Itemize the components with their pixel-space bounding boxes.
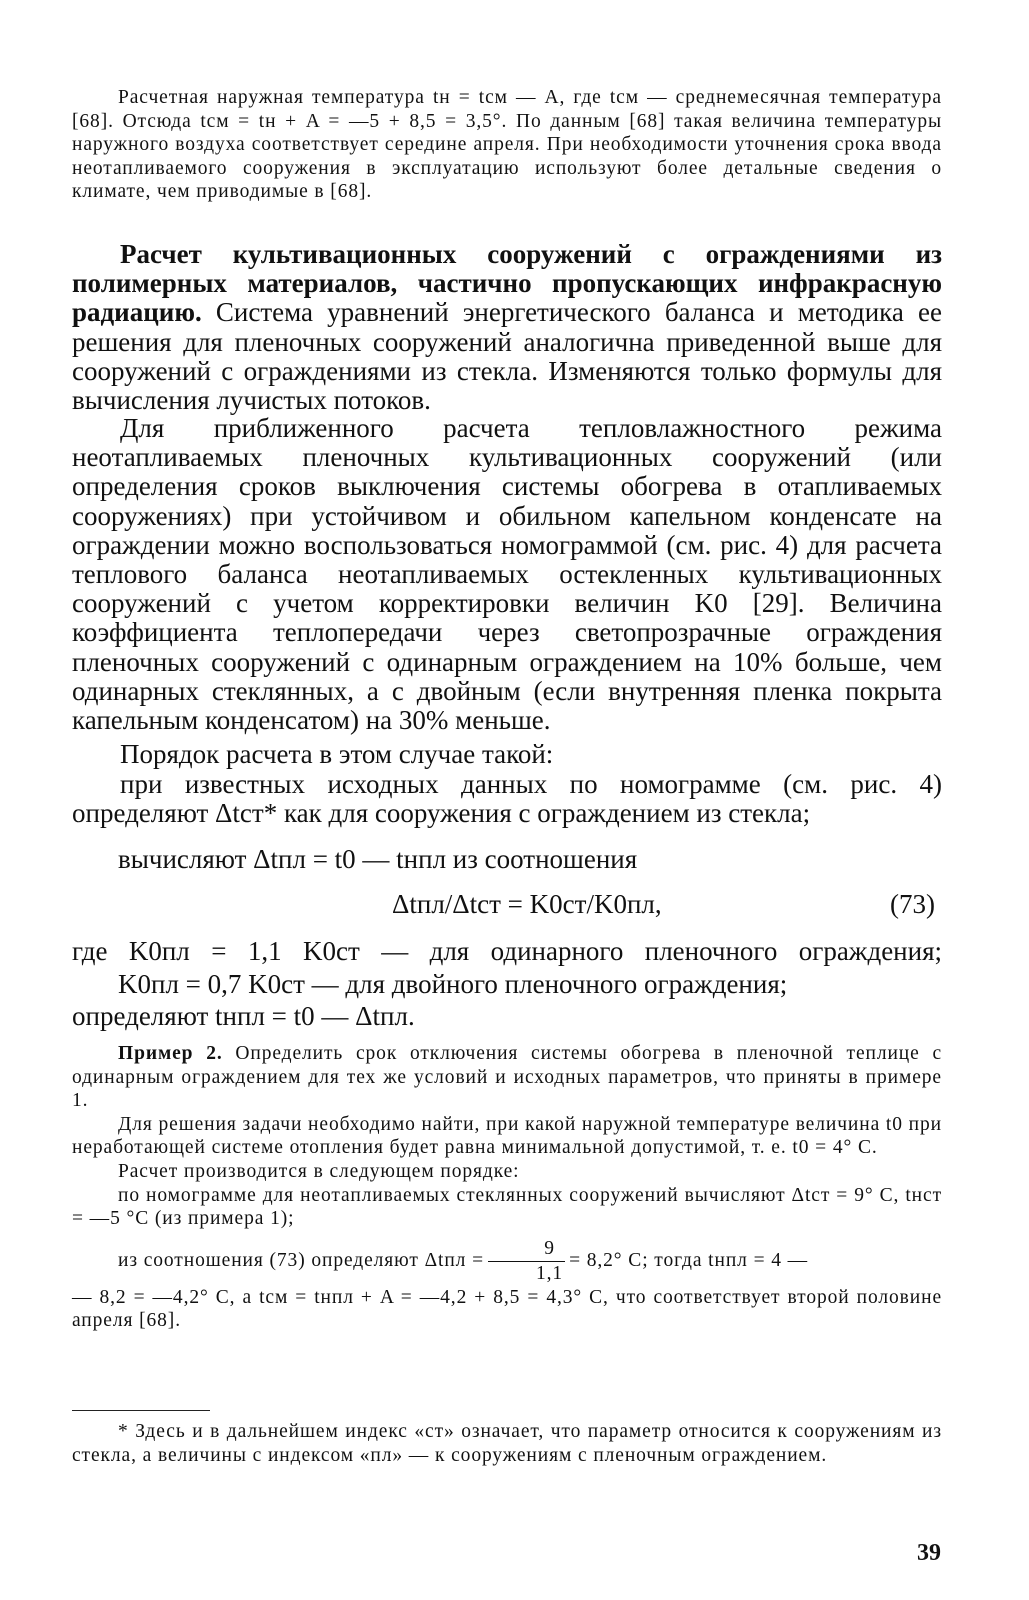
example-paragraph: Расчет производится в следующем порядке: bbox=[118, 1160, 520, 1182]
formula-line-5: определяют tнпл = t0 — Δtпл. bbox=[72, 1001, 415, 1031]
section-text bbox=[72, 240, 942, 415]
paragraph-order bbox=[72, 740, 942, 769]
paragraph-text: Порядок расчета в этом случае такой: bbox=[120, 739, 554, 769]
example-intro bbox=[72, 1042, 942, 1113]
fraction bbox=[488, 1237, 565, 1286]
example-calc-line bbox=[72, 1237, 942, 1286]
formula-line-3: где K0пл = 1,1 K0ст — для одинарного пленочного ограждения; bbox=[72, 936, 942, 966]
equation-number: (73) bbox=[890, 889, 935, 919]
paragraph-intro bbox=[72, 86, 942, 204]
example-text: Определить срок отключения системы обогрева в пленочной теплице с одинарным ограждением для тех же условий и исходных параметров, что приняты в примере 1. bbox=[72, 1043, 943, 1112]
footnote-rule bbox=[72, 1410, 210, 1411]
example-paragraph: — 8,2 = —4,2° C, а tсм = tнпл + A = —4,2 + 8,5 = 4,3° C, что соответствует второй половине апреля [68]. bbox=[72, 1286, 942, 1332]
example-block bbox=[72, 1042, 942, 1333]
footnote bbox=[72, 1420, 942, 1467]
paragraph-step1 bbox=[72, 770, 942, 828]
calc-text: из соотношения (73) определяют Δtпл = bbox=[118, 1249, 484, 1271]
paragraph-text: при известных исходных данных по номограмме (см. рис. 4) определяют Δtст* как для сооружения с ограждением из стекла; bbox=[72, 769, 942, 829]
example-paragraph: Для решения задачи необходимо найти, при какой наружной температуре величина t0 при неработающей системе отопления будет равна минимальной допустимой, т. е. t0 = 4° C. bbox=[72, 1113, 942, 1159]
paragraph-method bbox=[72, 414, 942, 735]
section-heading: Расчет культивационных сооружений с ограждениями из полимерных материалов, частично пропускающих инфракрасную радиацию. bbox=[72, 239, 942, 328]
footnote-text: * Здесь и в дальнейшем индекс «ст» означает, что параметр относится к сооружениям из стекла, а величины с индексом «пл» — к сооружениям с пленочным ограждением. bbox=[72, 1421, 942, 1466]
paragraph-text: Расчетная наружная температура tн = tсм — A, где tсм — среднемесячная температура [68]. Отсюда tсм = tн + A = —5 + 8,5 = 3,5°. По данным [68] такая величина температуры наружного воздуха соответствует середине апреля. При необходимости уточнения срока ввода неотапливаемого сооружения в эксплуатацию используют более детальные сведения о климате, чем приводимые в [68]. bbox=[72, 87, 942, 203]
section-paragraph bbox=[72, 240, 942, 415]
page-number: 39 bbox=[917, 1540, 941, 1566]
calc-text: = 8,2° C; тогда tнпл = 4 — bbox=[569, 1249, 809, 1271]
formula-line-1: вычисляют Δtпл = t0 — tнпл из соотношения bbox=[118, 844, 638, 874]
fraction-denominator: 1,1 bbox=[535, 1262, 564, 1284]
example-paragraph: по номограмме для неотапливаемых стеклянных сооружений вычисляют Δtст = 9° C, tнст = —5 °C (из примера 1); bbox=[72, 1184, 942, 1230]
paragraph-text: Для приближенного расчета тепловлажностного режима неотапливаемых пленочных культивационных сооружений (или определения сроков выключения системы обогрева в отапливаемых сооружениях) при устойчивом и обильном капельном конденсате на ограждении можно воспользоваться номограммой (см. рис. 4) для расчета теплового баланса неотапливаемых остекленных культивационных сооружений с учетом корректировки величин K0 [29]. Величина коэффициента теплопередачи через светопрозрачные ограждения пленочных сооружений с одинарным ограждением на 10% больше, чем одинарных стеклянных, а с двойным (если внутренняя пленка покрыта капельным конденсатом) на 30% меньше. bbox=[72, 413, 942, 736]
fraction-numerator: 9 bbox=[488, 1237, 565, 1262]
formula-line-4: K0пл = 0,7 K0ст — для двойного пленочного ограждения; bbox=[118, 969, 788, 999]
example-title: Пример 2. bbox=[118, 1043, 223, 1064]
formula-73: Δtпл/Δtст = K0ст/K0пл, bbox=[392, 889, 662, 919]
section-body: Система уравнений энергетического баланса и методика ее решения для пленочных сооружений аналогична приведенной выше для сооружений с ограждениями из стекла. Изменяются только формулы для вычисления лучистых потоков. bbox=[72, 297, 942, 416]
